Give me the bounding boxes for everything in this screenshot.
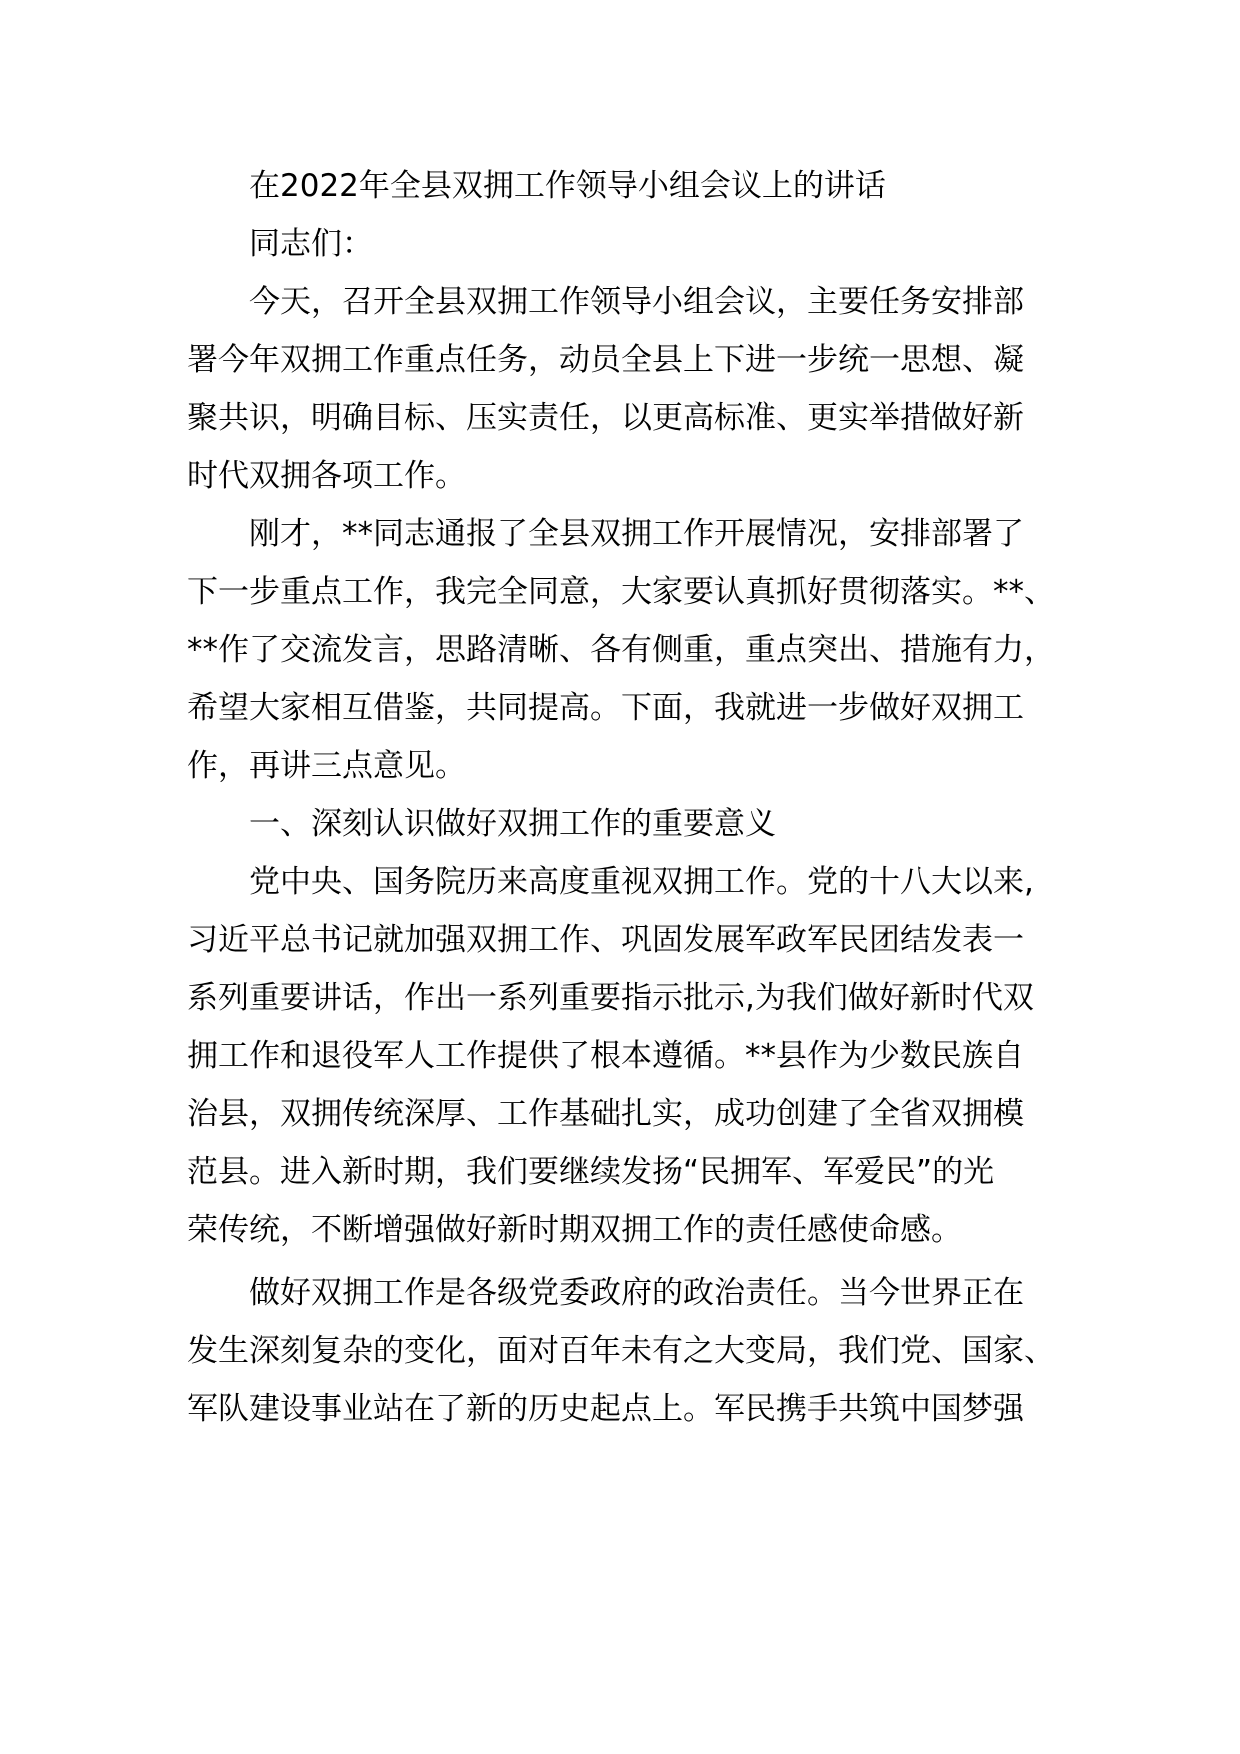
section-heading-1: 一、深刻认识做好双拥工作的重要意义	[249, 806, 776, 842]
paragraph-1-line: 时代双拥各项工作。	[187, 458, 466, 494]
paragraph-2-line: 下一步重点工作，我完全同意，大家要认真抓好贯彻落实。**、	[187, 574, 1055, 610]
paragraph-1-line: 聚共识，明确目标、压实责任，以更高标准、更实举措做好新	[187, 400, 1024, 436]
paragraph-3-line: 荣传统，不断增强做好新时期双拥工作的责任感使命感。	[187, 1212, 962, 1248]
document-title: 在2022年全县双拥工作领导小组会议上的讲话	[249, 168, 886, 204]
paragraph-4-line: 做好双拥工作是各级党委政府的政治责任。当今世界正在	[249, 1275, 1024, 1311]
paragraph-3-line: 拥工作和退役军人工作提供了根本遵循。**县作为少数民族自	[187, 1038, 1024, 1074]
paragraph-3-line: 治县，双拥传统深厚、工作基础扎实，成功创建了全省双拥模	[187, 1096, 1024, 1132]
paragraph-2-line: 作，再讲三点意见。	[187, 748, 466, 784]
salutation: 同志们：	[249, 226, 373, 262]
paragraph-4-line: 军队建设事业站在了新的历史起点上。军民携手共筑中国梦强	[187, 1391, 1024, 1427]
paragraph-1-line: 署今年双拥工作重点任务，动员全县上下进一步统一思想、凝	[187, 342, 1024, 378]
paragraph-3-line: 习近平总书记就加强双拥工作、巩固发展军政军民团结发表一	[187, 922, 1024, 958]
paragraph-1-line: 今天，召开全县双拥工作领导小组会议，主要任务安排部	[249, 284, 1024, 320]
paragraph-3-line: 系列重要讲话，作出一系列重要指示批示,为我们做好新时代双	[187, 980, 1034, 1016]
paragraph-3-line: 范县。进入新时期，我们要继续发扬“民拥军、军爱民”的光	[187, 1154, 995, 1190]
paragraph-3-line: 党中央、国务院历来高度重视双拥工作。党的十八大以来,	[249, 864, 1034, 900]
paragraph-2-line: 刚才，**同志通报了全县双拥工作开展情况，安排部署了	[249, 516, 1024, 552]
paragraph-2-line: 希望大家相互借鉴，共同提高。下面，我就进一步做好双拥工	[187, 690, 1024, 726]
paragraph-2-line: **作了交流发言，思路清晰、各有侧重，重点突出、措施有力，	[187, 632, 1055, 668]
paragraph-4-line: 发生深刻复杂的变化，面对百年未有之大变局，我们党、国家、	[187, 1333, 1055, 1369]
